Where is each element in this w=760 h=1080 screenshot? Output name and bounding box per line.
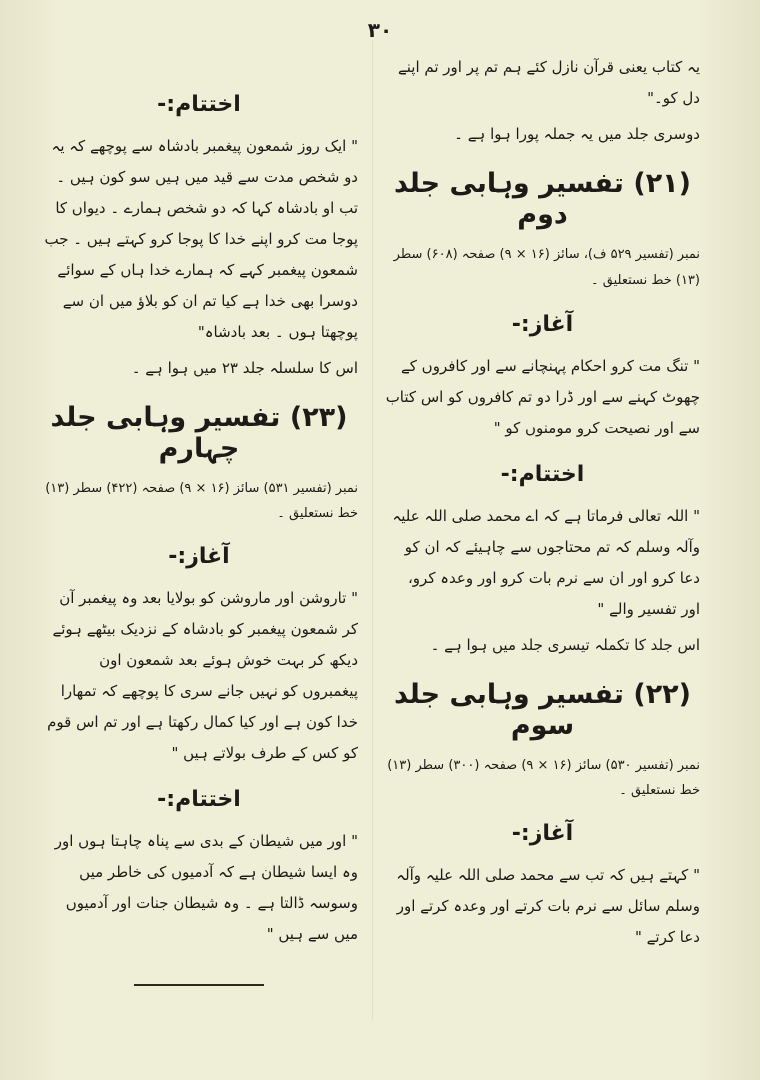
volume-4-title: (۲۳) تفسیر وہابی جلد چہارم <box>50 402 348 464</box>
volume-4-start-text: " تاروشن اور ماروشن کو بولایا بعد وہ پیغمبر آن کر شمعون پیغمبر کو بادشاہ کے نزدیک بیٹھے ہوئے دیکھ کر بہت خوش ہوئے بعد شمعون اون پیغمبروں کو نہیں جانے سری کا پوچھے کہ تمھارا خدا کون ہے اور کیا کمال رکھتا ہے اور تم اس قوم کو کس کے طرف بولاتے ہیں " <box>47 589 358 762</box>
volume-3-script: خط نستعلیق ۔ <box>619 783 700 798</box>
column-divider <box>372 40 373 1020</box>
left-column <box>40 52 358 986</box>
volume-3-start-text: " کہتے ہیں کہ تب سے محمد صلی اللہ علیہ وآلہ وسلم سائل سے نرم بات کرتے اور وعدہ کرتے اور دعا کرتے " <box>396 866 700 946</box>
volume-3-start-heading: آغاز:- <box>511 821 574 846</box>
intro-note: دوسری جلد میں یہ جملہ پورا ہوا ہے ۔ <box>454 125 700 143</box>
volume-3-end-heading: اختتام:- <box>157 92 241 117</box>
volume-2-start-text: " تنگ مت کرو احکام پہنچانے سے اور کافروں کے چھوٹ کہنے سے اور ڈرا دو تم کافروں کو اس کتاب سے اور نصیحت کرو مومنوں کو " <box>385 357 700 437</box>
volume-4-end-heading: اختتام:- <box>157 787 241 812</box>
volume-3-title: (۲۲) تفسیر وہابی جلد سوم <box>394 679 691 741</box>
volume-2-end-heading: اختتام:- <box>500 462 585 487</box>
intro-text: یہ کتاب یعنی قرآن نازل کئے ہم تم پر اور تم اپنے دل کو۔" <box>397 58 700 107</box>
volume-4-start-heading: آغاز:- <box>168 544 230 569</box>
volume-2-end-note: اس جلد کا تکملہ تیسری جلد میں ہوا ہے ۔ <box>430 636 700 654</box>
volume-2-title: (۲۱) تفسیر وہابی جلد دوم <box>394 168 691 230</box>
volume-4-end-text: " اور میں شیطان کے بدی سے پناہ چاہتا ہوں اور وہ ایسا شیطان ہے کہ آدمیوں کی خاطر میں وسوسہ ڈالتا ہے ۔ وہ شیطان جنات اور آدمیوں میں سے ہیں " <box>54 832 358 943</box>
volume-3-end-text: " ایک روز شمعون پیغمبر بادشاہ سے پوچھے کہ یہ دو شخص مدت سے قید میں ہیں سو کون ہیں ۔ تب او بادشاہ کہا کہ دو شخص ہمارے ۔ دیواں کا پوجا مت کرو اپنے خدا کا پوجا کرو کہتے ہیں ۔ جب شمعون پیغمبر کہے کہ ہمارے خدا ہاں کے سوائے دوسرا بھی خدا ہے کیا تم ان کو بلاؤ میں ان سے پوچھتا ہوں ۔ بعد بادشاہ" <box>44 137 358 341</box>
right-column <box>385 52 700 953</box>
volume-4-specs: نمبر (تفسیر ۵۳۱) سائز (۱۶ × ۹) صفحہ (۴۲۲) سطر (۱۳) <box>45 481 358 496</box>
end-rule <box>134 984 264 986</box>
volume-2-specs: نمبر (تفسیر ۵۲۹ ف)، سائز (۱۶ × ۹) صفحہ (۶۰۸) سطر (۱۳) خط نستعلیق ۔ <box>393 247 700 288</box>
volume-4-script: خط نستعلیق ۔ <box>277 506 358 521</box>
volume-2-end-text: " اللہ تعالی فرماتا ہے کہ اے محمد صلی اللہ علیہ وآلہ وسلم کہ تم محتاجوں سے چاہیئے کہ ان کو دعا کرو اور ان سے نرم بات کرو اور وعدہ کرو، اور تفسیر والے " <box>392 507 700 618</box>
volume-3-specs: نمبر (تفسیر ۵۳۰) سائز (۱۶ × ۹) صفحہ (۳۰۰) سطر (۱۳) <box>387 758 700 773</box>
volume-2-start-heading: آغاز:- <box>511 312 574 337</box>
page-number: ۳۰ <box>367 18 393 42</box>
volume-3-end-note: اس کا سلسلہ جلد ۲۳ میں ہوا ہے ۔ <box>131 359 358 377</box>
